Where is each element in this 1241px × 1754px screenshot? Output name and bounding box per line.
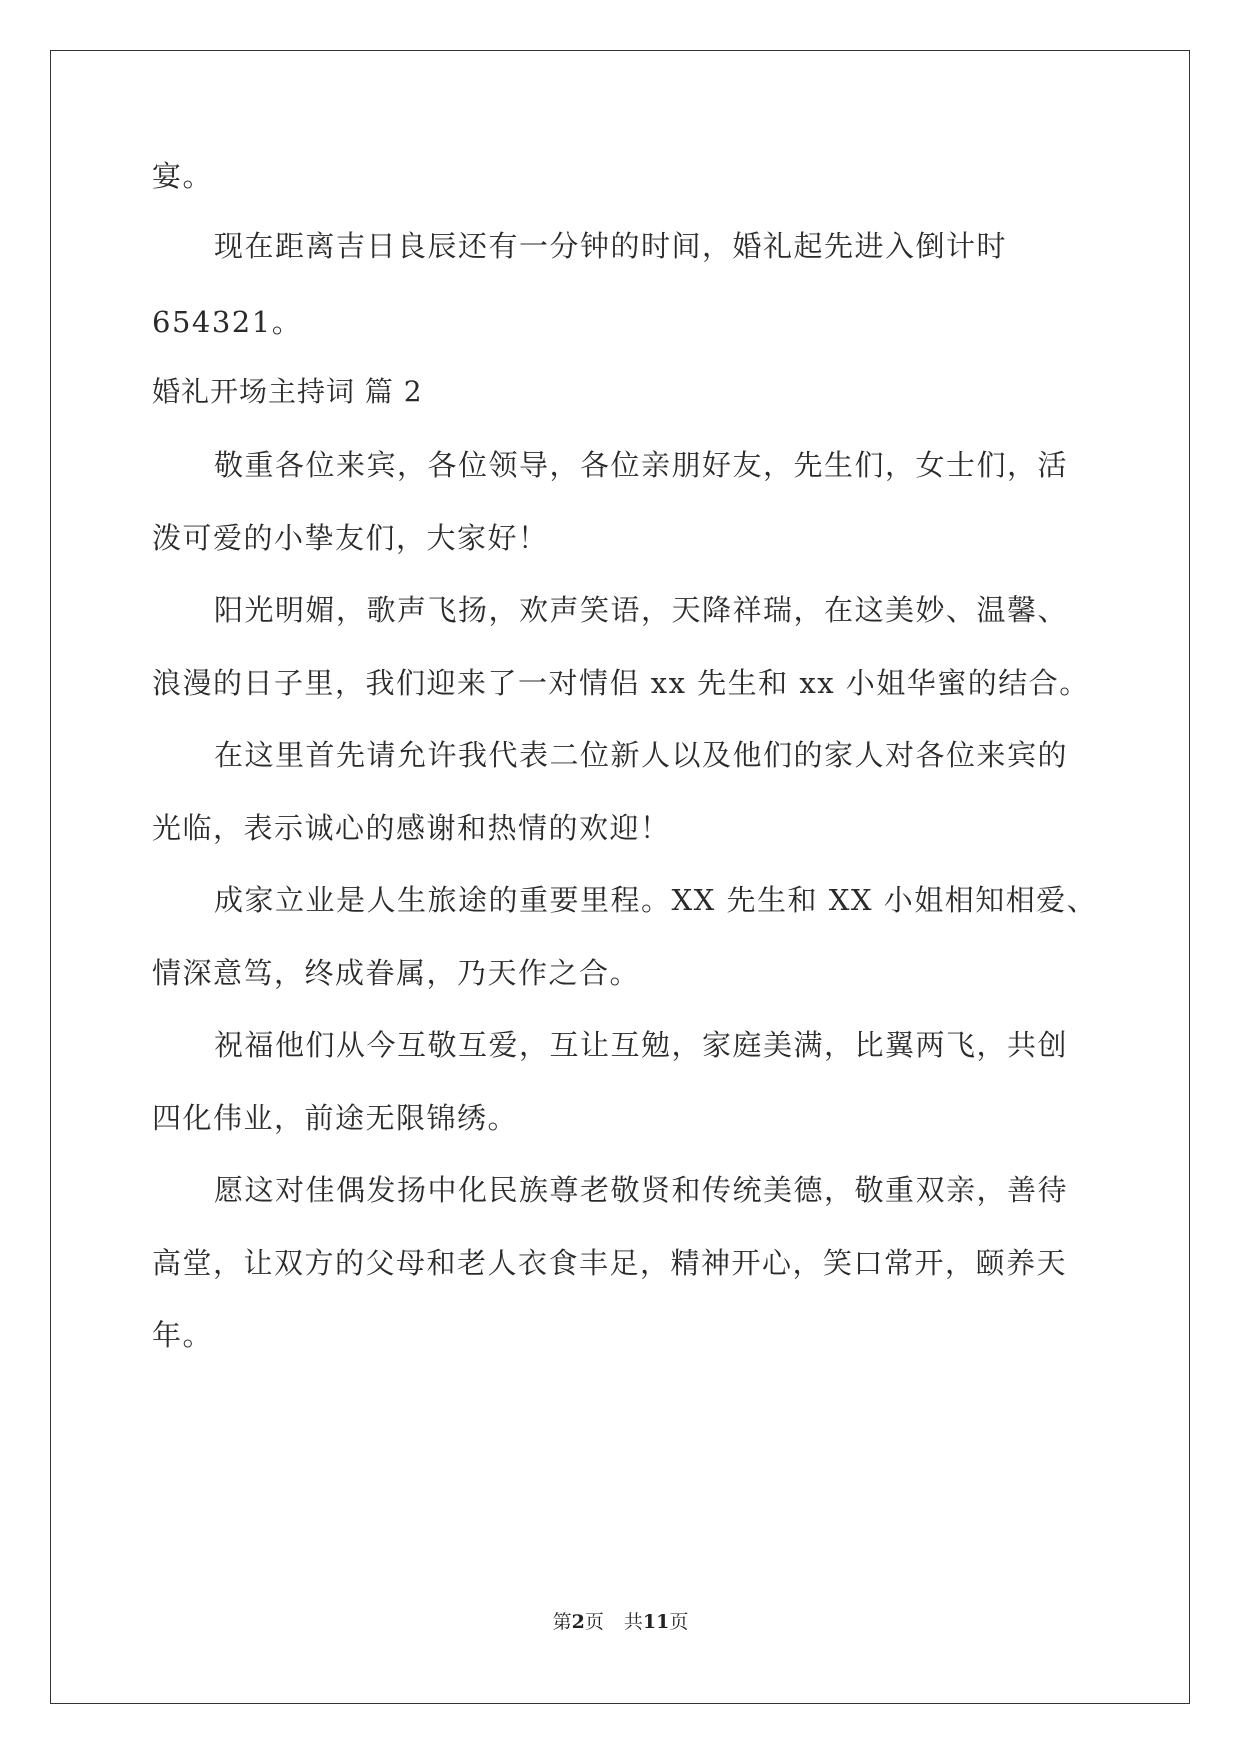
text-line-1: 宴。	[152, 159, 214, 193]
text-line-12: 情深意笃，终成眷属，乃天作之合。	[152, 956, 641, 990]
text-line-8: 浪漫的日子里，我们迎来了一对情侣 xx 先生和 xx 小姐华蜜的结合。	[152, 666, 1090, 700]
text-line-9: 在这里首先请允许我代表二位新人以及他们的家人对各位来宾的	[214, 738, 1069, 772]
text-line-14: 四化伟业，前途无限锦绣。	[152, 1101, 519, 1135]
text-line-15: 愿这对佳偶发扬中化民族尊老敬贤和传统美德，敬重双亲，善待	[214, 1173, 1069, 1207]
text-line-16: 高堂，让双方的父母和老人衣食丰足，精神开心，笑口常开，颐养天	[152, 1246, 1068, 1280]
text-line-7: 阳光明媚，歌声飞扬，欢声笑语，天降祥瑞，在这美妙、温馨、	[214, 593, 1069, 627]
text-line-10: 光临，表示诚心的感谢和热情的欢迎！	[152, 811, 671, 845]
text-line-11: 成家立业是人生旅途的重要里程。XX 先生和 XX 小姐相知相爱、	[214, 883, 1098, 917]
text-line-6: 泼可爱的小挚友们，大家好！	[152, 521, 549, 555]
section-heading: 婚礼开场主持词 篇 2	[152, 375, 423, 408]
text-line-17: 年。	[152, 1318, 214, 1352]
page-suffix: 页	[584, 1611, 604, 1633]
total-suffix: 页	[669, 1611, 689, 1633]
page-prefix: 第	[552, 1611, 572, 1633]
page-footer	[0, 1610, 1241, 1634]
total-prefix: 共	[623, 1611, 643, 1633]
text-line-3: 654321。	[152, 305, 303, 339]
current-page-number: 2	[571, 1611, 585, 1633]
total-page-count: 11	[642, 1611, 670, 1633]
text-line-2: 现在距离吉日良辰还有一分钟的时间，婚礼起先进入倒计时	[214, 229, 1008, 263]
text-line-13: 祝福他们从今互敬互爱，互让互勉，家庭美满，比翼两飞，共创	[214, 1028, 1069, 1062]
page-border	[50, 50, 1190, 1704]
text-line-5: 敬重各位来宾，各位领导，各位亲朋好友，先生们，女士们，活	[214, 448, 1069, 482]
